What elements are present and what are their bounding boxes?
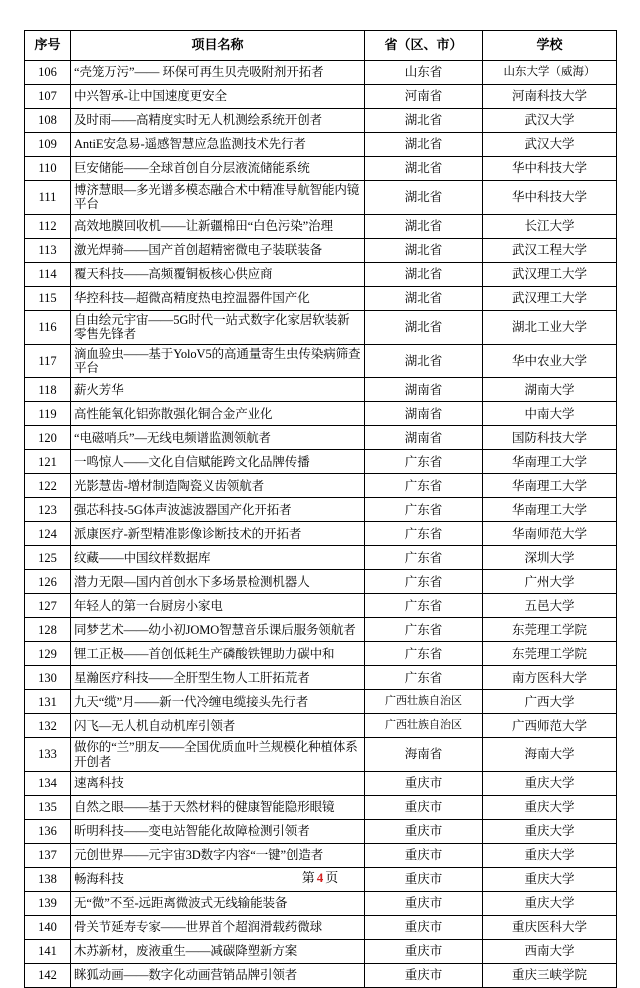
cell-province: 广东省 [365, 594, 483, 618]
cell-province: 湖南省 [365, 402, 483, 426]
cell-no: 121 [25, 450, 71, 474]
cell-province: 湖北省 [365, 238, 483, 262]
cell-school: 华南理工大学 [483, 450, 617, 474]
table-row [25, 344, 617, 378]
cell-school: 武汉大学 [483, 133, 617, 157]
cell-project-name: 华控科技—超微高精度热电控温器件国产化 [71, 286, 365, 310]
table-row [25, 892, 617, 916]
column-header-name: 项目名称 [71, 31, 365, 61]
table-row [25, 402, 617, 426]
cell-province: 重庆市 [365, 964, 483, 988]
table-row [25, 61, 617, 85]
cell-school: 南方医科大学 [483, 666, 617, 690]
cell-province: 重庆市 [365, 796, 483, 820]
page-footer [0, 867, 640, 887]
cell-no: 137 [25, 844, 71, 868]
cell-province: 广东省 [365, 546, 483, 570]
cell-no: 111 [25, 181, 71, 215]
cell-project-name: 昕明科技——变电站智能化故障检测引领者 [71, 820, 365, 844]
cell-school: 国防科技大学 [483, 426, 617, 450]
cell-school: 山东大学（威海） [483, 61, 617, 85]
cell-school: 长江大学 [483, 214, 617, 238]
cell-no: 140 [25, 916, 71, 940]
table-row [25, 738, 617, 772]
cell-school: 重庆大学 [483, 868, 617, 892]
cell-project-name: 及时雨——高精度实时无人机测绘系统开创者 [71, 109, 365, 133]
cell-school: 广西师范大学 [483, 714, 617, 738]
cell-project-name: 薪火芳华 [71, 378, 365, 402]
cell-school: 西南大学 [483, 940, 617, 964]
cell-project-name: “电磁哨兵”—无线电频谱监测领航者 [71, 426, 365, 450]
cell-no: 128 [25, 618, 71, 642]
table-row [25, 426, 617, 450]
table-row [25, 214, 617, 238]
table-row [25, 916, 617, 940]
table-row [25, 286, 617, 310]
cell-project-name: 九天“缆”月——新一代冷缠电缆接头先行者 [71, 690, 365, 714]
cell-project-name: 滴血验虫——基于YoloV5的高通量寄生虫传染病筛查平台 [71, 344, 365, 378]
table-row [25, 181, 617, 215]
cell-project-name: 激光焊骑——国产首创超精密微电子装联装备 [71, 238, 365, 262]
cell-no: 136 [25, 820, 71, 844]
cell-no: 120 [25, 426, 71, 450]
cell-province: 湖北省 [365, 157, 483, 181]
cell-province: 重庆市 [365, 820, 483, 844]
cell-project-name: 潜力无限—国内首创水下多场景检测机器人 [71, 570, 365, 594]
cell-project-name: 自然之眼——基于天然材料的健康智能隐形眼镜 [71, 796, 365, 820]
cell-project-name: 星瀚医疗科技——全肝型生物人工肝拓荒者 [71, 666, 365, 690]
cell-school: 湖北工业大学 [483, 310, 617, 344]
cell-school: 重庆三峡学院 [483, 964, 617, 988]
cell-school: 重庆大学 [483, 820, 617, 844]
cell-no: 139 [25, 892, 71, 916]
cell-school: 华中科技大学 [483, 181, 617, 215]
cell-project-name: 速离科技 [71, 772, 365, 796]
cell-no: 106 [25, 61, 71, 85]
cell-no: 108 [25, 109, 71, 133]
cell-project-name: 博济慧眼—多光谱多模态融合术中精准导航智能内镜平台 [71, 181, 365, 215]
cell-school: 重庆大学 [483, 796, 617, 820]
projects-table [24, 30, 617, 988]
cell-province: 广西壮族自治区 [365, 714, 483, 738]
cell-project-name: 做你的“兰”朋友——全国优质血叶兰规模化种植体系开创者 [71, 738, 365, 772]
cell-province: 湖北省 [365, 286, 483, 310]
cell-province: 广东省 [365, 450, 483, 474]
cell-no: 123 [25, 498, 71, 522]
cell-province: 湖北省 [365, 109, 483, 133]
table-row [25, 310, 617, 344]
cell-province: 广东省 [365, 642, 483, 666]
table-row [25, 772, 617, 796]
page-number [302, 867, 339, 886]
table-row [25, 796, 617, 820]
table-row [25, 157, 617, 181]
table-header-row [25, 31, 617, 61]
cell-no: 133 [25, 738, 71, 772]
table-row [25, 714, 617, 738]
cell-school: 武汉理工大学 [483, 286, 617, 310]
cell-no: 142 [25, 964, 71, 988]
cell-project-name: 骨关节延寿专家——世界首个超润滑载药微球 [71, 916, 365, 940]
cell-no: 110 [25, 157, 71, 181]
cell-no: 124 [25, 522, 71, 546]
cell-project-name: 派康医疗-新型精准影像诊断技术的开拓者 [71, 522, 365, 546]
cell-province: 河南省 [365, 85, 483, 109]
cell-school: 东莞理工学院 [483, 618, 617, 642]
cell-school: 重庆大学 [483, 844, 617, 868]
cell-no: 141 [25, 940, 71, 964]
table-row [25, 594, 617, 618]
cell-school: 重庆大学 [483, 772, 617, 796]
cell-school: 河南科技大学 [483, 85, 617, 109]
cell-no: 129 [25, 642, 71, 666]
cell-project-name: 高效地膜回收机——让新疆棉田“白色污染”治理 [71, 214, 365, 238]
cell-school: 华南师范大学 [483, 522, 617, 546]
cell-province: 湖北省 [365, 262, 483, 286]
cell-no: 114 [25, 262, 71, 286]
cell-province: 湖北省 [365, 214, 483, 238]
table-row [25, 618, 617, 642]
cell-project-name: 畅海科技 [71, 868, 365, 892]
cell-school: 海南大学 [483, 738, 617, 772]
cell-no: 138 [25, 868, 71, 892]
cell-school: 华南理工大学 [483, 474, 617, 498]
cell-project-name: 光影慧齿-增材制造陶瓷义齿领航者 [71, 474, 365, 498]
cell-project-name: 高性能氧化铝弥散强化铜合金产业化 [71, 402, 365, 426]
cell-no: 116 [25, 310, 71, 344]
cell-province: 湖北省 [365, 344, 483, 378]
cell-project-name: 中兴智承-让中国速度更安全 [71, 85, 365, 109]
table-body [25, 61, 617, 988]
cell-no: 134 [25, 772, 71, 796]
cell-school: 中南大学 [483, 402, 617, 426]
cell-province: 广东省 [365, 570, 483, 594]
cell-province: 湖南省 [365, 426, 483, 450]
cell-project-name: 强芯科技-5G体声波滤波器国产化开拓者 [71, 498, 365, 522]
table-row [25, 940, 617, 964]
cell-project-name: 覆天科技——高频覆铜板核心供应商 [71, 262, 365, 286]
cell-no: 112 [25, 214, 71, 238]
cell-province: 重庆市 [365, 868, 483, 892]
cell-no: 109 [25, 133, 71, 157]
table-row [25, 450, 617, 474]
cell-province: 重庆市 [365, 844, 483, 868]
cell-school: 广州大学 [483, 570, 617, 594]
cell-school: 华中科技大学 [483, 157, 617, 181]
cell-project-name: 元创世界——元宇宙3D数字内容“一键”创造者 [71, 844, 365, 868]
cell-province: 广东省 [365, 666, 483, 690]
table-row [25, 666, 617, 690]
cell-province: 湖北省 [365, 310, 483, 344]
cell-no: 127 [25, 594, 71, 618]
cell-no: 118 [25, 378, 71, 402]
cell-project-name: 木苏新材，废液重生——减碳降塑新方案 [71, 940, 365, 964]
table-row [25, 690, 617, 714]
page-number-prefix: 第 [301, 870, 315, 885]
cell-no: 107 [25, 85, 71, 109]
cell-school: 重庆医科大学 [483, 916, 617, 940]
cell-school: 华中农业大学 [483, 344, 617, 378]
cell-project-name: 锂工正极——首创低耗生产磷酸铁锂助力碳中和 [71, 642, 365, 666]
page-number-suffix: 页 [325, 870, 339, 885]
cell-province: 湖北省 [365, 181, 483, 215]
table-row [25, 522, 617, 546]
cell-province: 重庆市 [365, 772, 483, 796]
column-header-no: 序号 [25, 31, 71, 61]
cell-province: 湖南省 [365, 378, 483, 402]
cell-project-name: AntiE安急易-遥感智慧应急监测技术先行者 [71, 133, 365, 157]
cell-project-name: 自由绘元宇宙——5G时代一站式数字化家居软装新零售先锋者 [71, 310, 365, 344]
table-row [25, 238, 617, 262]
table-row [25, 844, 617, 868]
page-number-value: 4 [316, 870, 324, 885]
table-row [25, 820, 617, 844]
table-row [25, 378, 617, 402]
cell-province: 湖北省 [365, 133, 483, 157]
cell-school: 湖南大学 [483, 378, 617, 402]
cell-project-name: 闪飞—无人机自动机库引领者 [71, 714, 365, 738]
cell-no: 131 [25, 690, 71, 714]
cell-project-name: 巨安储能——全球首创自分层液流储能系统 [71, 157, 365, 181]
cell-no: 115 [25, 286, 71, 310]
cell-project-name: 眯狐动画——数字化动画营销品牌引领者 [71, 964, 365, 988]
cell-school: 武汉大学 [483, 109, 617, 133]
cell-no: 125 [25, 546, 71, 570]
cell-school: 华南理工大学 [483, 498, 617, 522]
table-row [25, 498, 617, 522]
cell-no: 135 [25, 796, 71, 820]
table-row [25, 109, 617, 133]
cell-project-name: 纹藏——中国纹样数据库 [71, 546, 365, 570]
cell-province: 广东省 [365, 474, 483, 498]
cell-school: 五邑大学 [483, 594, 617, 618]
table-row [25, 570, 617, 594]
cell-province: 海南省 [365, 738, 483, 772]
cell-school: 东莞理工学院 [483, 642, 617, 666]
cell-no: 126 [25, 570, 71, 594]
cell-no: 117 [25, 344, 71, 378]
column-header-school: 学校 [483, 31, 617, 61]
cell-province: 广西壮族自治区 [365, 690, 483, 714]
table-row [25, 133, 617, 157]
table-row [25, 642, 617, 666]
table-row [25, 262, 617, 286]
cell-province: 重庆市 [365, 892, 483, 916]
cell-project-name: 同梦艺术——幼小初JOMO智慧音乐课后服务领航者 [71, 618, 365, 642]
cell-province: 广东省 [365, 522, 483, 546]
cell-project-name: 无“微”不至-远距离微波式无线输能装备 [71, 892, 365, 916]
cell-school: 武汉理工大学 [483, 262, 617, 286]
cell-no: 122 [25, 474, 71, 498]
cell-province: 重庆市 [365, 916, 483, 940]
cell-project-name: 年轻人的第一台厨房小家电 [71, 594, 365, 618]
cell-no: 132 [25, 714, 71, 738]
cell-province: 重庆市 [365, 940, 483, 964]
column-header-province: 省（区、市） [365, 31, 483, 61]
table-row [25, 546, 617, 570]
cell-school: 深圳大学 [483, 546, 617, 570]
table-row [25, 964, 617, 988]
cell-no: 119 [25, 402, 71, 426]
cell-school: 武汉工程大学 [483, 238, 617, 262]
cell-project-name: “壳笼万污”—— 环保可再生贝壳吸附剂开拓者 [71, 61, 365, 85]
table-row [25, 85, 617, 109]
table-row [25, 474, 617, 498]
cell-province: 广东省 [365, 618, 483, 642]
cell-school: 广西大学 [483, 690, 617, 714]
cell-school: 重庆大学 [483, 892, 617, 916]
cell-no: 130 [25, 666, 71, 690]
cell-province: 山东省 [365, 61, 483, 85]
cell-province: 广东省 [365, 498, 483, 522]
cell-no: 113 [25, 238, 71, 262]
cell-project-name: 一鸣惊人——文化自信赋能跨文化品牌传播 [71, 450, 365, 474]
